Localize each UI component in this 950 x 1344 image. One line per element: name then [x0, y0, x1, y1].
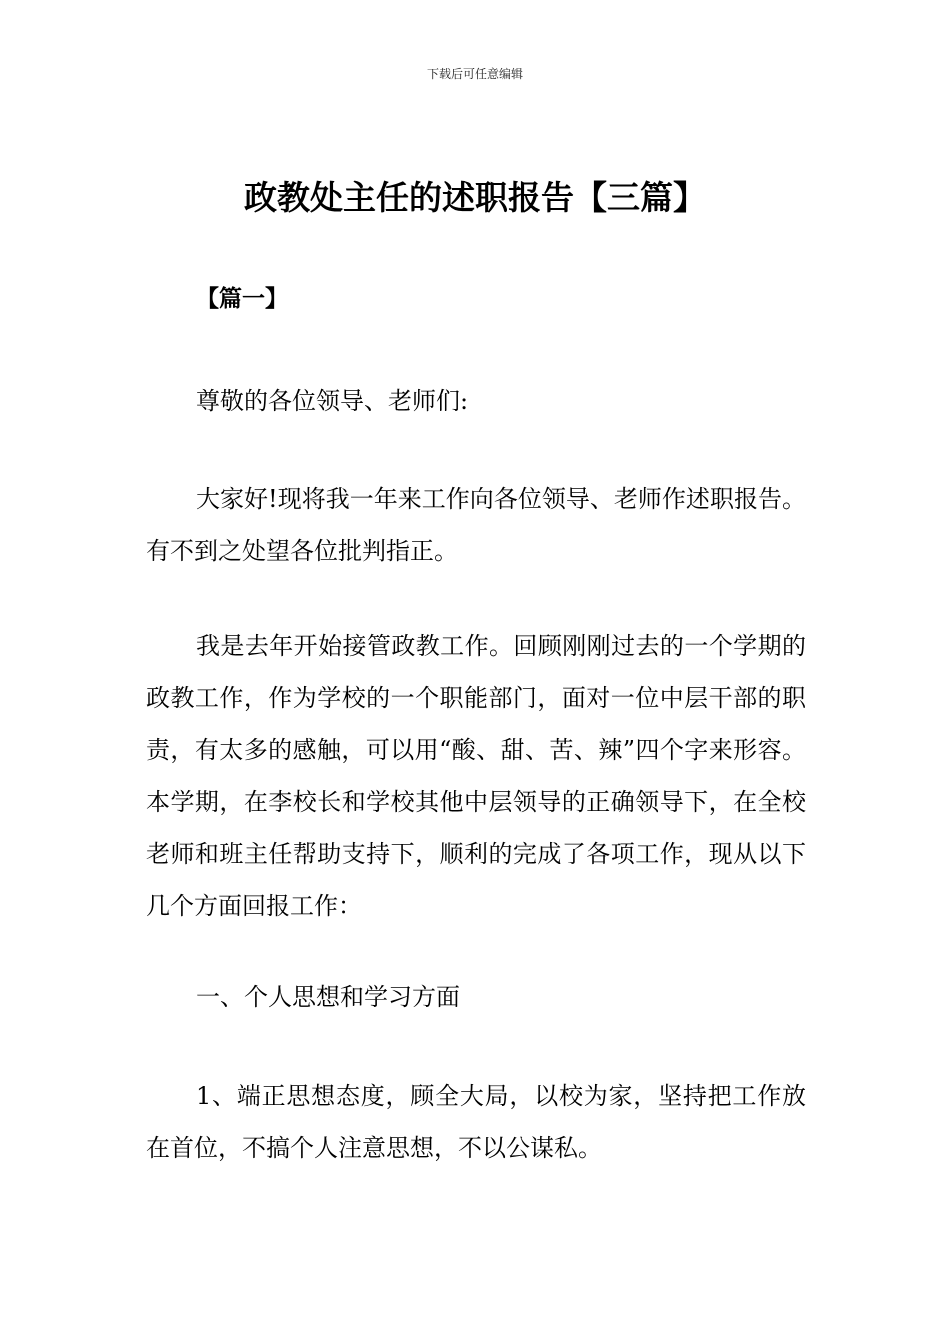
intro-paragraph: 大家好!现将我一年来工作向各位领导、老师作述职报告。有不到之处望各位批判指正。	[146, 485, 806, 565]
greeting-paragraph: 尊敬的各位领导、老师们:	[196, 387, 469, 415]
section-label: 【篇一】	[196, 286, 288, 312]
list-item-paragraph: 1、端正思想态度，顾全大局，以校为家，坚持把工作放在首位，不搞个人注意思想，不以公谋私。	[146, 1082, 806, 1162]
body-paragraph: 我是去年开始接管政教工作。回顾刚刚过去的一个学期的政教工作，作为学校的一个职能部门，面对一位中层干部的职责，有太多的感触，可以用“酸、甜、苦、辣”四个字来形容。本学期，在李校长和学校其他中层领导的正确领导下，在全校老师和班主任帮助支持下，顺利的完成了各项工作，现从以下几个方面回报工作：	[146, 632, 806, 920]
section-heading: 一、个人思想和学习方面	[196, 983, 460, 1011]
document-title: 政教处主任的述职报告【三篇】	[244, 178, 706, 217]
header-note: 下载后可任意编辑	[426, 67, 523, 81]
